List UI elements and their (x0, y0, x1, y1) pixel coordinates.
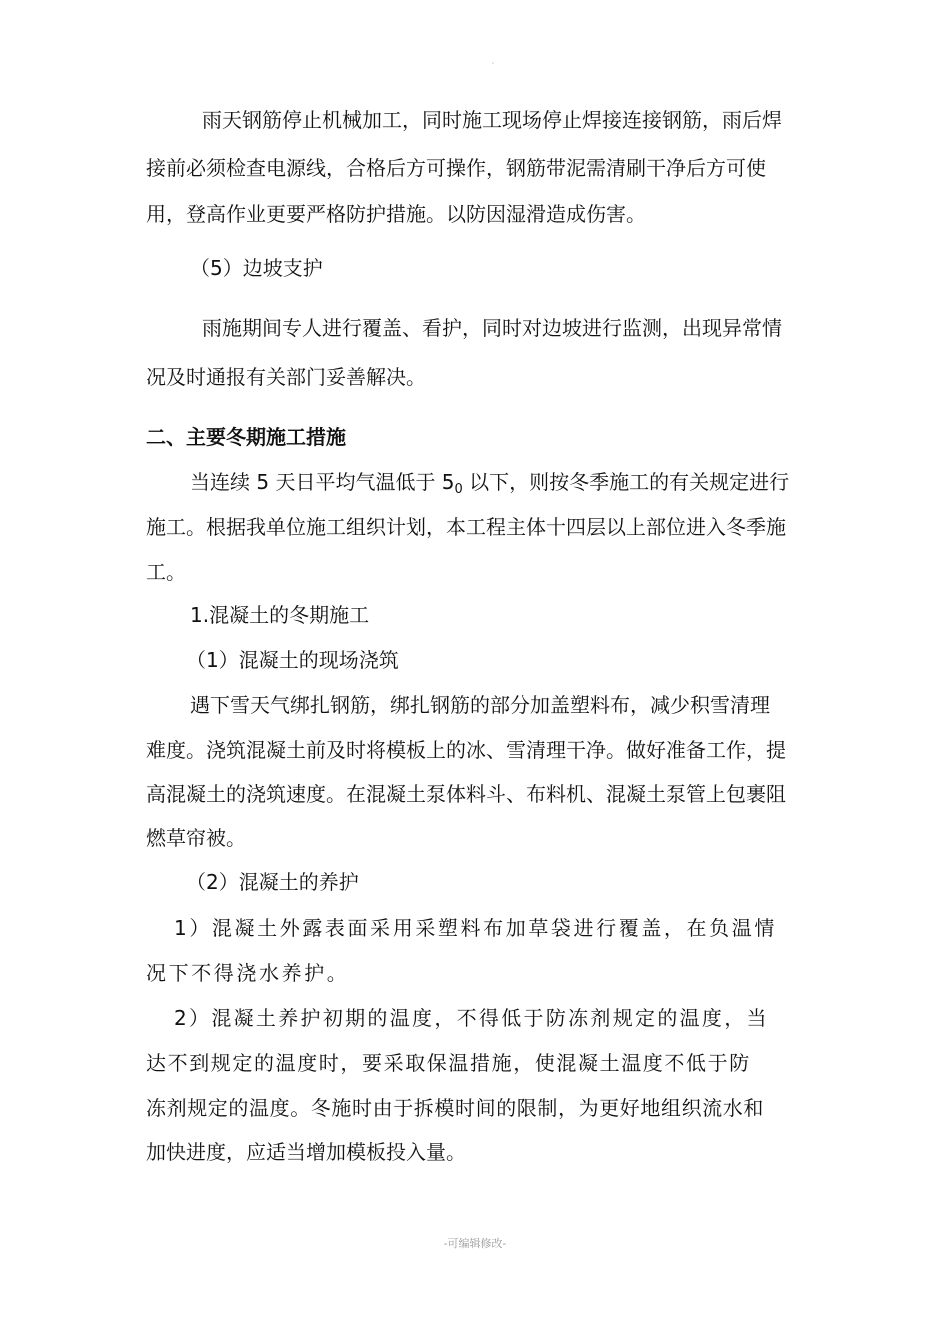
para3-line2: 施工。根据我单位施工组织计划，本工程主体十四层以上部位进入冬季施 (146, 515, 786, 539)
para2-line2: 况及时通报有关部门妥善解决。 (146, 365, 426, 389)
para1-line3: 用，登高作业更要严格防护措施。以防因湿滑造成伤害。 (146, 202, 646, 226)
para4-line4: 燃草帘被。 (146, 826, 246, 850)
subsection-1-title: 1.混凝土的冬期施工 (190, 603, 370, 627)
para1-line2: 接前必须检查电源线，合格后方可操作，钢筋带泥需清刷干净后方可使 (146, 156, 766, 180)
para4-line1: 遇下雪天气绑扎钢筋，绑扎钢筋的部分加盖塑料布，减少积雪清理 (190, 693, 770, 717)
section-heading-winter: 二、主要冬期施工措施 (146, 425, 346, 449)
para5-line2: 况下不得浇水养护。 (146, 961, 350, 985)
para6-line4: 加快进度，应适当增加模板投入量。 (146, 1140, 466, 1164)
para6-line1: 2）混凝土养护初期的温度，不得低于防冻剂规定的温度，当 (174, 1006, 769, 1030)
para2-line1: 雨施期间专人进行覆盖、看护，同时对边坡进行监测，出现异常情 (202, 316, 782, 340)
para3-line1-post: 以下，则按冬季施工的有关规定进行 (462, 470, 790, 494)
para4-line2: 难度。浇筑混凝土前及时将模板上的冰、雪清理干净。做好准备工作，提 (146, 738, 786, 762)
para5-line1: 1）混凝土外露表面采用采塑料布加草袋进行覆盖，在负温情 (174, 916, 777, 940)
subsection-1-1-title: （1）混凝土的现场浇筑 (186, 648, 399, 672)
para3-line3: 工。 (146, 560, 186, 584)
scan-dot (492, 62, 494, 64)
para6-line3: 冻剂规定的温度。冬施时由于拆模时间的限制，为更好地组织流水和 (146, 1096, 764, 1120)
page-footer: -可编辑修改- (443, 1237, 507, 1250)
para6-line2: 达不到规定的温度时，要采取保温措施，使混凝土温度不低于防 (146, 1051, 751, 1075)
para1-line1: 雨天钢筋停止机械加工，同时施工现场停止焊接连接钢筋，雨后焊 (202, 108, 782, 132)
section-5-title: （5）边坡支护 (190, 256, 323, 280)
para3-subscript: 0 (454, 482, 463, 497)
subsection-1-2-title: （2）混凝土的养护 (186, 870, 359, 894)
para3-line1-pre: 当连续 5 天日平均气温低于 5 (190, 470, 455, 494)
para4-line3: 高混凝土的浇筑速度。在混凝土泵体料斗、布料机、混凝土泵管上包裹阻 (146, 782, 786, 806)
